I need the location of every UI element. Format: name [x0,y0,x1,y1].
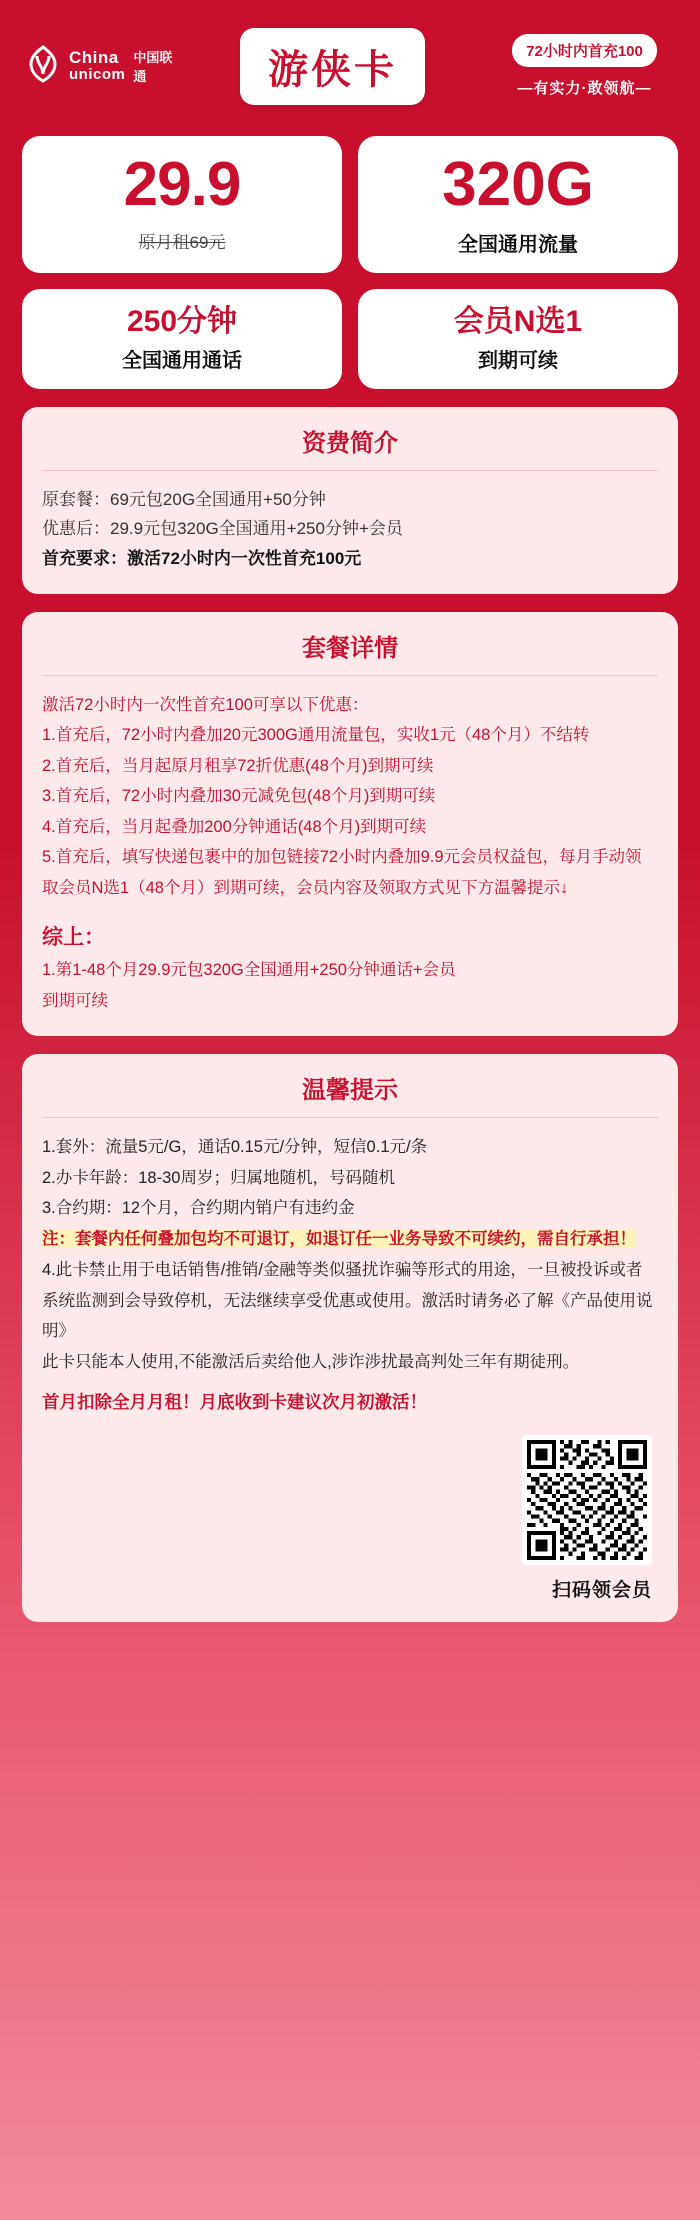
data-amount: 320G [442,150,594,219]
tip-item: 1.套外：流量5元/G，通话0.15元/分钟，短信0.1元/条 [42,1138,428,1157]
brand-en-line2: unicom [69,66,126,84]
detail-item-5 [42,842,658,903]
member-label: 到期可续 [478,349,558,372]
price-value: 29.9 [123,150,241,219]
voice-amount: 250分钟 [126,305,238,338]
detail-item-5-text: 5.首充后，填写快递包裹中的加包链接72小时内叠加9.9元会员权益包，每月手动领取会员N选1（48个月）到期可续， [42,848,642,897]
status-badge: 72小时内首充100 [512,34,657,67]
brand-en-line1: China [69,48,119,68]
intro-card [22,407,678,594]
intro-title: 资费简介 [42,423,658,471]
voice-box [22,289,342,389]
summary-line: 到期可续 [42,991,108,1010]
tip-item-5: 此卡只能本人使用,不能激活后卖给他人,涉诈涉扰最高判处三年有期徒刑。 [42,1352,580,1371]
voice-label: 全国通用通话 [122,349,242,372]
tips-card [22,1054,678,1621]
original-price: 原月租69元 [138,233,226,252]
intro-line-2: 优惠后：29.9元包320G全国通用+250分钟+会员 [42,519,403,539]
detail-card [22,612,678,1037]
summary-title: 综上： [42,926,105,950]
member-title: 会员N选1 [453,305,583,338]
subhero-row [22,289,678,389]
detail-item: 1.首充后，72小时内叠加20元300G通用流量包，实收1元（48个月）不结转 [42,726,590,745]
detail-item: 2.首充后，当月起原月租享72折优惠(48个月)到期可续 [42,756,434,775]
header-right [497,34,672,98]
tip-item: 3.合约期：12个月，合约期内销户有违约金 [42,1199,355,1218]
data-label: 全国通用流量 [458,234,578,256]
qr-caption: 扫码领会员 [551,1579,652,1601]
summary-line: 1.第1-48个月29.9元包320G全国通用+250分钟通话+会员 [42,961,456,980]
tip-highlight-wrap [42,1224,658,1255]
brand-slogan: —有实力·敢领航— [517,80,652,97]
intro-line-1: 原套餐：69元包20G全国通用+50分钟 [42,489,326,509]
intro-line-3 [42,544,658,574]
poster-header [22,18,678,114]
china-unicom-logo-icon [23,44,63,89]
intro-line-3-value: 激活72小时内一次性首充100元 [127,549,362,568]
member-box [358,289,678,389]
qr-section [42,1435,658,1602]
brand-logo [28,44,173,89]
detail-lead: 激活72小时内一次性首充100可享以下优惠： [42,695,369,714]
qr-code[interactable] [522,1435,652,1565]
page-title: 游侠卡 [240,28,425,105]
data-box [358,136,678,273]
detail-item: 3.首充后，72小时内叠加30元减免包(48个月)到期可续 [42,787,436,806]
tips-title: 温馨提示 [42,1070,658,1118]
detail-item: 4.首充后，当月起叠加200分钟通话(48个月)到期可续 [42,817,427,836]
hero-row [22,136,678,273]
tip-footer-note: 首月扣除全月月租！月底收到卡建议次月初激活！ [42,1392,427,1413]
tip-highlight: 注：套餐内任何叠加包均不可退订，如退订任一业务导致不可续约，需自行承担！ [42,1229,636,1248]
tip-item-4: 4.此卡禁止用于电话销售/推销/金融等类似骚扰诈骗等形式的用途，一旦被投诉或者系统监测到会导致停机，无法继续享受优惠或使用。激活时请务必了解《产品使用说明》 [42,1261,653,1341]
brand-cn-name: 中国联通 [133,50,173,84]
detail-title: 套餐详情 [42,628,658,676]
price-box [22,136,342,273]
tip-item: 2.办卡年龄：18-30周岁；归属地随机，号码随机 [42,1168,395,1187]
intro-line-3-label: 首充要求： [42,549,127,568]
detail-item-5-bold: 会员内容及领取方式见下方温馨提示↓ [295,878,569,897]
